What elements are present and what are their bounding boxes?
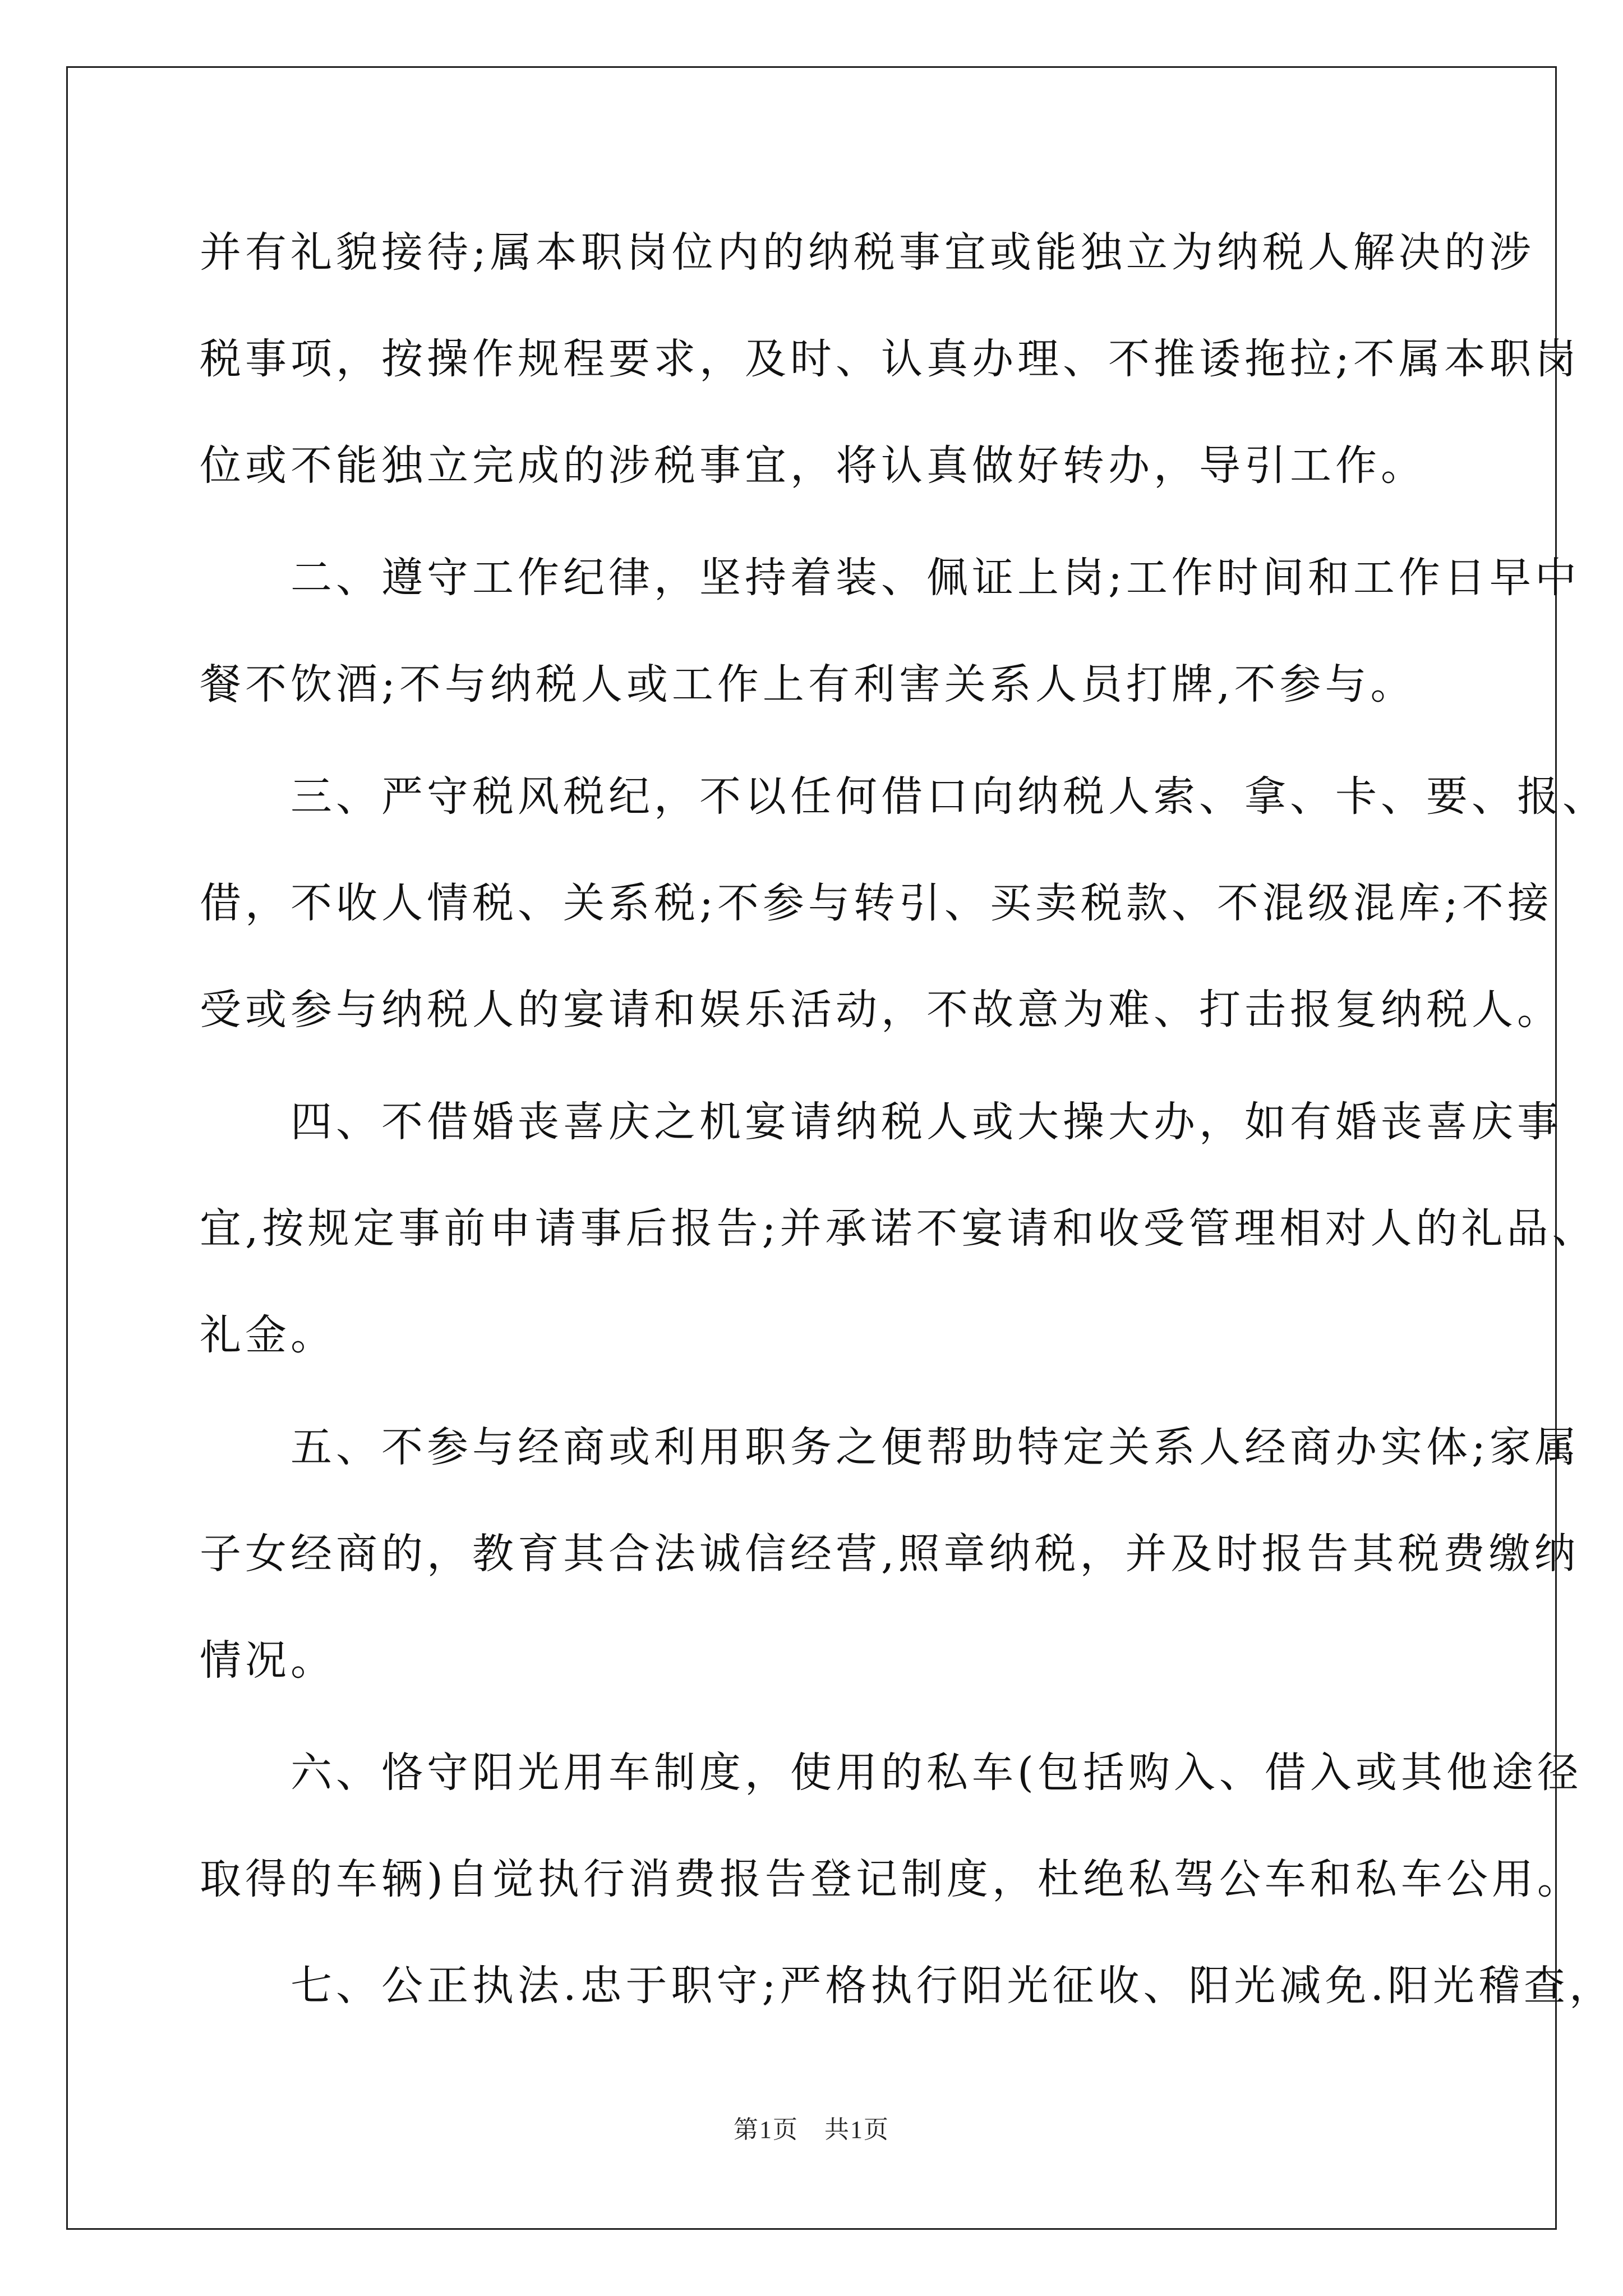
- text-line: 六、恪守阳光用车制度，使用的私车(包括购入、借入或其他途径: [200, 1749, 1583, 1797]
- text-line: 情况。: [200, 1636, 336, 1685]
- text-line: 礼金。: [200, 1311, 336, 1359]
- text-line: 受或参与纳税人的宴请和娱乐活动，不故意为难、打击报复纳税人。: [200, 986, 1562, 1034]
- text-line: 税事项，按操作规程要求，及时、认真办理、不推诿拖拉;不属本职岗: [200, 335, 1580, 383]
- text-line: 三、严守税风税纪，不以任何借口向纳税人索、拿、卡、要、报、: [200, 772, 1608, 821]
- text-line: 宜,按规定事前申请事后报告;并承诺不宴请和收受管理相对人的礼品、: [200, 1204, 1598, 1253]
- text-line: 位或不能独立完成的涉税事宜，将认真做好转办，导引工作。: [200, 441, 1426, 490]
- text-line: 七、公正执法.忠于职守;严格执行阳光征收、阳光减免.阳光稽查，: [200, 1962, 1615, 2010]
- text-line: 借，不收人情税、关系税;不参与转引、买卖税款、不混级混库;不接: [200, 879, 1553, 927]
- page-footer: 第1页 共1页: [734, 2116, 889, 2143]
- text-line: 二、遵守工作纪律，坚持着装、佩证上岗;工作时间和工作日早中: [200, 554, 1580, 602]
- text-line: 并有礼貌接待;属本职岗位内的纳税事宜或能独立为纳税人解决的涉: [200, 228, 1535, 277]
- text-line: 取得的车辆)自觉执行消费报告登记制度，杜绝私驾公车和私车公用。: [200, 1855, 1583, 1903]
- text-line: 子女经商的，教育其合法诚信经营,照章纳税，并及时报告其税费缴纳: [200, 1530, 1580, 1578]
- text-line: 四、不借婚丧喜庆之机宴请纳税人或大操大办，如有婚丧喜庆事: [200, 1098, 1562, 1146]
- text-line: 五、不参与经商或利用职务之便帮助特定关系人经商办实体;家属: [200, 1423, 1580, 1471]
- text-line: 餐不饮酒;不与纳税人或工作上有利害关系人员打牌,不参与。: [200, 660, 1416, 708]
